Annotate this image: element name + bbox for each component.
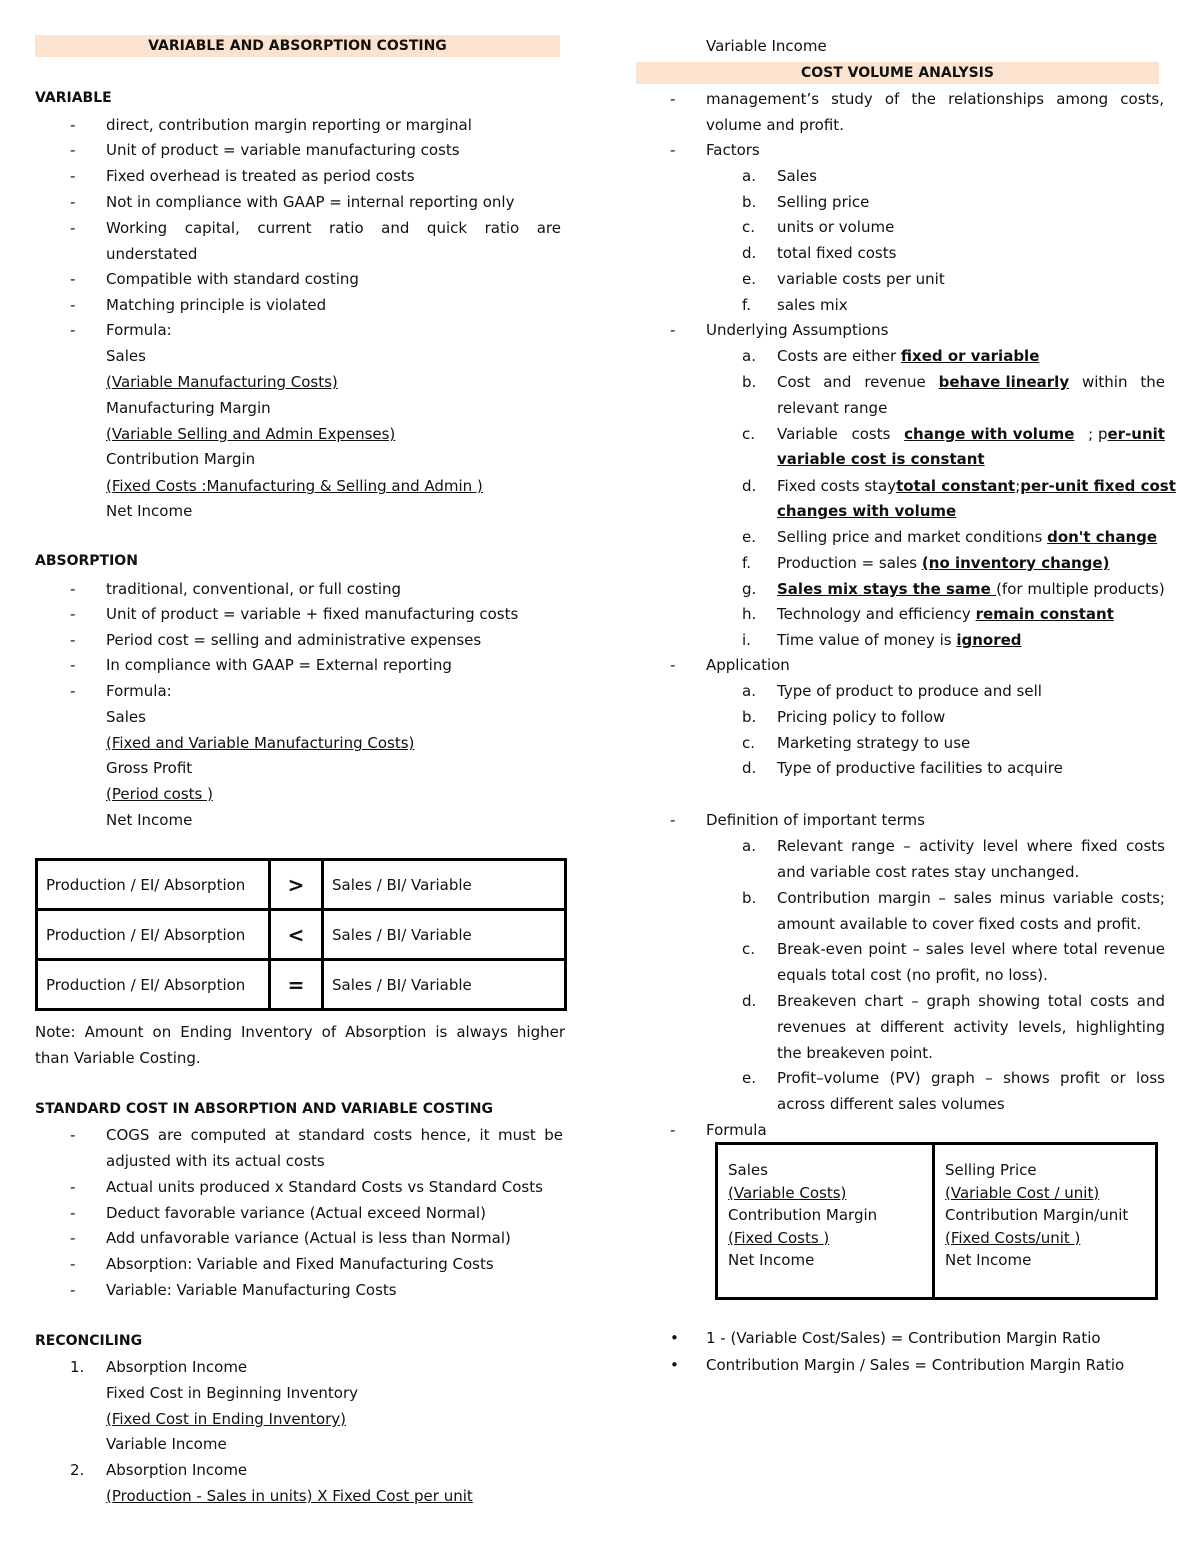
formula-line: Sales xyxy=(728,1161,768,1179)
formula-line: Net Income xyxy=(106,811,193,829)
application-label: Application xyxy=(706,656,790,674)
definition-text: management’s study of the relationships among costs, volume and profit. xyxy=(706,90,1164,134)
comparison-table xyxy=(35,858,567,1011)
list-item: variable costs per unit xyxy=(777,270,945,288)
list-item: traditional, conventional, or full costing xyxy=(106,580,402,598)
formula-line: Gross Profit xyxy=(106,759,193,777)
assumption-emphasis: remain constant xyxy=(975,605,1114,623)
dash-marker: - xyxy=(70,631,76,649)
assumption-emphasis: per-unit fixed cost xyxy=(1020,477,1176,495)
list-item-continuation: changes with volume xyxy=(777,502,957,520)
formula-line: Net Income xyxy=(106,502,193,520)
assumption-text: within xyxy=(1081,373,1128,391)
dash-marker: - xyxy=(70,321,76,339)
list-letter: h. xyxy=(742,605,757,623)
list-letter: c. xyxy=(742,218,756,236)
assumption-text: Time value of money is xyxy=(777,631,957,649)
assumption-text: Production = sales xyxy=(777,554,922,572)
list-letter: a. xyxy=(742,837,756,855)
list-letter: d. xyxy=(742,244,757,262)
list-number: 1. xyxy=(70,1358,85,1376)
list-item: Variable Income xyxy=(106,1435,227,1453)
assumptions-label: Underlying Assumptions xyxy=(706,321,889,339)
list-item xyxy=(777,343,1039,369)
assumption-text: Costs are either xyxy=(777,347,901,365)
formula-line: Net Income xyxy=(945,1251,1032,1269)
table-row xyxy=(37,860,566,910)
assumption-emphasis: ignored xyxy=(956,631,1022,649)
dash-marker: - xyxy=(70,1204,76,1222)
equals-symbol: = xyxy=(270,960,323,1010)
assumption-text: Cost xyxy=(777,373,811,391)
terms-label: Definition of important terms xyxy=(706,811,925,829)
list-item-continuation: relevant range xyxy=(777,399,888,417)
bullet-marker: • xyxy=(670,1329,679,1347)
list-item: Formula: xyxy=(106,682,172,700)
list-letter: a. xyxy=(742,347,756,365)
dash-marker: - xyxy=(70,1255,76,1273)
section-title-cost-volume: COST VOLUME ANALYSIS xyxy=(636,62,1159,84)
assumption-emphasis: total constant xyxy=(896,477,1016,495)
list-letter: b. xyxy=(742,889,757,907)
list-item: Absorption Income xyxy=(106,1358,248,1376)
formula-line: (Variable Costs) xyxy=(728,1183,847,1202)
list-item: Not in compliance with GAAP = internal reporting only xyxy=(106,193,515,211)
formula-line: (Variable Cost / unit) xyxy=(945,1183,1100,1202)
list-letter: c. xyxy=(742,940,756,958)
section-title-variable-absorption: VARIABLE AND ABSORPTION COSTING xyxy=(35,35,560,57)
dash-marker: - xyxy=(70,1126,76,1144)
dash-marker: - xyxy=(70,193,76,211)
dash-marker: - xyxy=(70,1229,76,1247)
list-item xyxy=(777,550,1109,576)
formula-line: (Fixed Costs/unit ) xyxy=(945,1228,1081,1247)
list-item: Contribution Margin / Sales = Contribution Margin Ratio xyxy=(706,1356,1125,1374)
list-item: direct, contribution margin reporting or marginal xyxy=(106,116,472,134)
assumption-text: (for multiple products) xyxy=(996,580,1165,598)
note-text: Note: Amount on Ending Inventory of Absorption is always higher than Variable Costing. xyxy=(35,1023,565,1067)
assumption-emphasis: don't change xyxy=(1047,528,1158,546)
list-item: 1 - (Variable Cost/Sales) = Contribution Margin Ratio xyxy=(706,1329,1101,1347)
dash-marker: - xyxy=(670,141,676,159)
list-item: Fixed Cost in Beginning Inventory xyxy=(106,1384,359,1402)
table-cell: Sales / BI/ Variable xyxy=(323,960,566,1010)
bullet-marker: • xyxy=(670,1356,679,1374)
table-cell: Production / EI/ Absorption xyxy=(37,860,270,910)
list-item: Add unfavorable variance (Actual is less than Normal) xyxy=(106,1229,511,1247)
formula-column-per-unit xyxy=(935,1145,1138,1297)
reconciling-heading: RECONCILING xyxy=(35,1333,143,1349)
table-row xyxy=(37,960,566,1010)
list-letter: a. xyxy=(742,682,756,700)
list-letter: d. xyxy=(742,759,757,777)
assumption-text: revenue xyxy=(864,373,926,391)
assumption-text: Selling price and market conditions xyxy=(777,528,1048,546)
assumption-text: costs xyxy=(851,425,891,443)
assumption-text: Variable xyxy=(777,425,838,443)
list-item xyxy=(777,601,1114,627)
formula-line: (Variable Selling and Admin Expenses) xyxy=(106,425,396,443)
cvp-formula-box xyxy=(715,1142,1158,1300)
table-cell: Production / EI/ Absorption xyxy=(37,910,270,960)
list-letter: b. xyxy=(742,708,757,726)
list-item: (Production - Sales in units) X Fixed Cost per unit xyxy=(106,1487,473,1505)
list-item: Marketing strategy to use xyxy=(777,734,971,752)
list-item xyxy=(777,473,1176,499)
list-item: Deduct favorable variance (Actual exceed Normal) xyxy=(106,1204,486,1222)
list-item: Absorption Income xyxy=(106,1461,248,1479)
list-letter: g. xyxy=(742,580,757,598)
assumption-text: ; per-unit xyxy=(1088,425,1165,443)
dash-marker: - xyxy=(70,219,76,237)
list-letter: a. xyxy=(742,167,756,185)
assumption-emphasis: (no inventory change) xyxy=(921,554,1110,572)
assumption-text: and xyxy=(823,373,852,391)
formula-column-total xyxy=(718,1145,935,1297)
list-item: Breakeven chart – graph showing total costs and revenues at different activity levels, highlighting the breakeven point. xyxy=(777,992,1165,1062)
list-item: Relevant range – activity level where fixed costs and variable cost rates stay unchanged. xyxy=(777,837,1165,881)
variable-heading: VARIABLE xyxy=(35,90,112,106)
table-cell: Sales / BI/ Variable xyxy=(323,860,566,910)
formula-line: (Period costs ) xyxy=(106,785,213,803)
list-item: Pricing policy to follow xyxy=(777,708,946,726)
absorption-heading: ABSORPTION xyxy=(35,553,138,569)
list-letter: b. xyxy=(742,193,757,211)
dash-marker: - xyxy=(70,605,76,623)
formula-line: Net Income xyxy=(728,1251,815,1269)
formula-line: (Fixed Costs ) xyxy=(728,1228,830,1247)
formula-label: Formula xyxy=(706,1121,767,1139)
assumption-text: Technology and efficiency xyxy=(777,605,976,623)
list-item: Selling price xyxy=(777,193,870,211)
list-item: Matching principle is violated xyxy=(106,296,327,314)
formula-line: (Fixed Costs :Manufacturing & Selling and Admin ) xyxy=(106,477,483,495)
assumption-emphasis: Sales mix stays the same xyxy=(777,580,997,598)
list-item: Contribution margin – sales minus variable costs; amount available to cover fixed costs and profit. xyxy=(777,889,1165,933)
dash-marker: - xyxy=(70,682,76,700)
list-letter: c. xyxy=(742,425,756,443)
standard-cost-heading: STANDARD COST IN ABSORPTION AND VARIABLE COSTING xyxy=(35,1101,493,1117)
list-item: (Fixed Cost in Ending Inventory) xyxy=(106,1410,347,1428)
list-item: Actual units produced x Standard Costs vs Standard Costs xyxy=(106,1178,543,1196)
table-cell: Sales / BI/ Variable xyxy=(323,910,566,960)
list-item xyxy=(777,421,1165,447)
list-item: Absorption: Variable and Fixed Manufacturing Costs xyxy=(106,1255,494,1273)
dash-marker: - xyxy=(70,296,76,314)
carryover-line: Variable Income xyxy=(706,37,827,55)
list-item: units or volume xyxy=(777,218,895,236)
list-item: Type of product to produce and sell xyxy=(777,682,1042,700)
list-item xyxy=(777,627,1022,653)
dash-marker: - xyxy=(670,321,676,339)
assumption-text: ; xyxy=(1015,477,1021,495)
formula-line: (Variable Manufacturing Costs) xyxy=(106,373,338,391)
list-item: Break-even point – sales level where total revenue equals total cost (no profit, no loss). xyxy=(777,940,1165,984)
formula-line: Selling Price xyxy=(945,1161,1037,1179)
dash-marker: - xyxy=(70,141,76,159)
assumption-emphasis: change with volume xyxy=(904,425,1075,443)
list-item: In compliance with GAAP = External reporting xyxy=(106,656,452,674)
dash-marker: - xyxy=(670,811,676,829)
formula-line: Manufacturing Margin xyxy=(106,399,271,417)
dash-marker: - xyxy=(70,167,76,185)
dash-marker: - xyxy=(70,116,76,134)
assumption-emphasis: behave linearly xyxy=(938,373,1070,391)
assumption-text: Fixed costs stay xyxy=(777,477,897,495)
dash-marker: - xyxy=(70,580,76,598)
greater-than-symbol: > xyxy=(270,860,323,910)
list-letter: f. xyxy=(742,554,751,572)
list-letter: f. xyxy=(742,296,751,314)
dash-marker: - xyxy=(70,270,76,288)
list-letter: b. xyxy=(742,373,757,391)
factors-label: Factors xyxy=(706,141,760,159)
table-cell: Production / EI/ Absorption xyxy=(37,960,270,1010)
list-item: sales mix xyxy=(777,296,848,314)
list-letter: e. xyxy=(742,1069,756,1087)
list-item: Unit of product = variable manufacturing costs xyxy=(106,141,460,159)
list-letter: e. xyxy=(742,528,756,546)
formula-line: Sales xyxy=(106,347,146,365)
formula-line: Contribution Margin xyxy=(728,1206,878,1224)
list-item: Compatible with standard costing xyxy=(106,270,359,288)
list-item: Sales xyxy=(777,167,817,185)
list-letter: c. xyxy=(742,734,756,752)
formula-line: Contribution Margin/unit xyxy=(945,1206,1129,1224)
list-item: Formula: xyxy=(106,321,172,339)
list-item: total fixed costs xyxy=(777,244,897,262)
list-item: Unit of product = variable + fixed manufacturing costs xyxy=(106,605,519,623)
table-row xyxy=(37,910,566,960)
formula-line: Sales xyxy=(106,708,146,726)
list-item-continuation: variable cost is constant xyxy=(777,450,985,468)
formula-line: (Fixed and Variable Manufacturing Costs) xyxy=(106,734,415,752)
list-number: 2. xyxy=(70,1461,85,1479)
dash-marker: - xyxy=(70,1178,76,1196)
formula-line: Contribution Margin xyxy=(106,450,256,468)
list-item: Period cost = selling and administrative expenses xyxy=(106,631,482,649)
list-item: Profit–volume (PV) graph – shows profit or loss across different sales volumes xyxy=(777,1069,1165,1113)
dash-marker: - xyxy=(670,1121,676,1139)
list-item xyxy=(777,369,1165,395)
list-letter: d. xyxy=(742,477,757,495)
dash-marker: - xyxy=(70,1281,76,1299)
list-item: COGS are computed at standard costs hence, it must be adjusted with its actual costs xyxy=(106,1126,563,1170)
list-letter: d. xyxy=(742,992,757,1010)
dash-marker: - xyxy=(670,656,676,674)
list-letter: e. xyxy=(742,270,756,288)
list-letter: i. xyxy=(742,631,751,649)
list-item: Fixed overhead is treated as period costs xyxy=(106,167,415,185)
list-item: Variable: Variable Manufacturing Costs xyxy=(106,1281,397,1299)
less-than-symbol: < xyxy=(270,910,323,960)
dash-marker: - xyxy=(70,656,76,674)
assumption-emphasis: fixed or variable xyxy=(900,347,1040,365)
dash-marker: - xyxy=(670,90,676,108)
list-item: Type of productive facilities to acquire xyxy=(777,759,1063,777)
list-item xyxy=(777,576,1165,602)
assumption-text: the xyxy=(1140,373,1165,391)
list-item xyxy=(777,524,1157,550)
list-item: Working capital, current ratio and quick ratio are understated xyxy=(106,219,561,263)
